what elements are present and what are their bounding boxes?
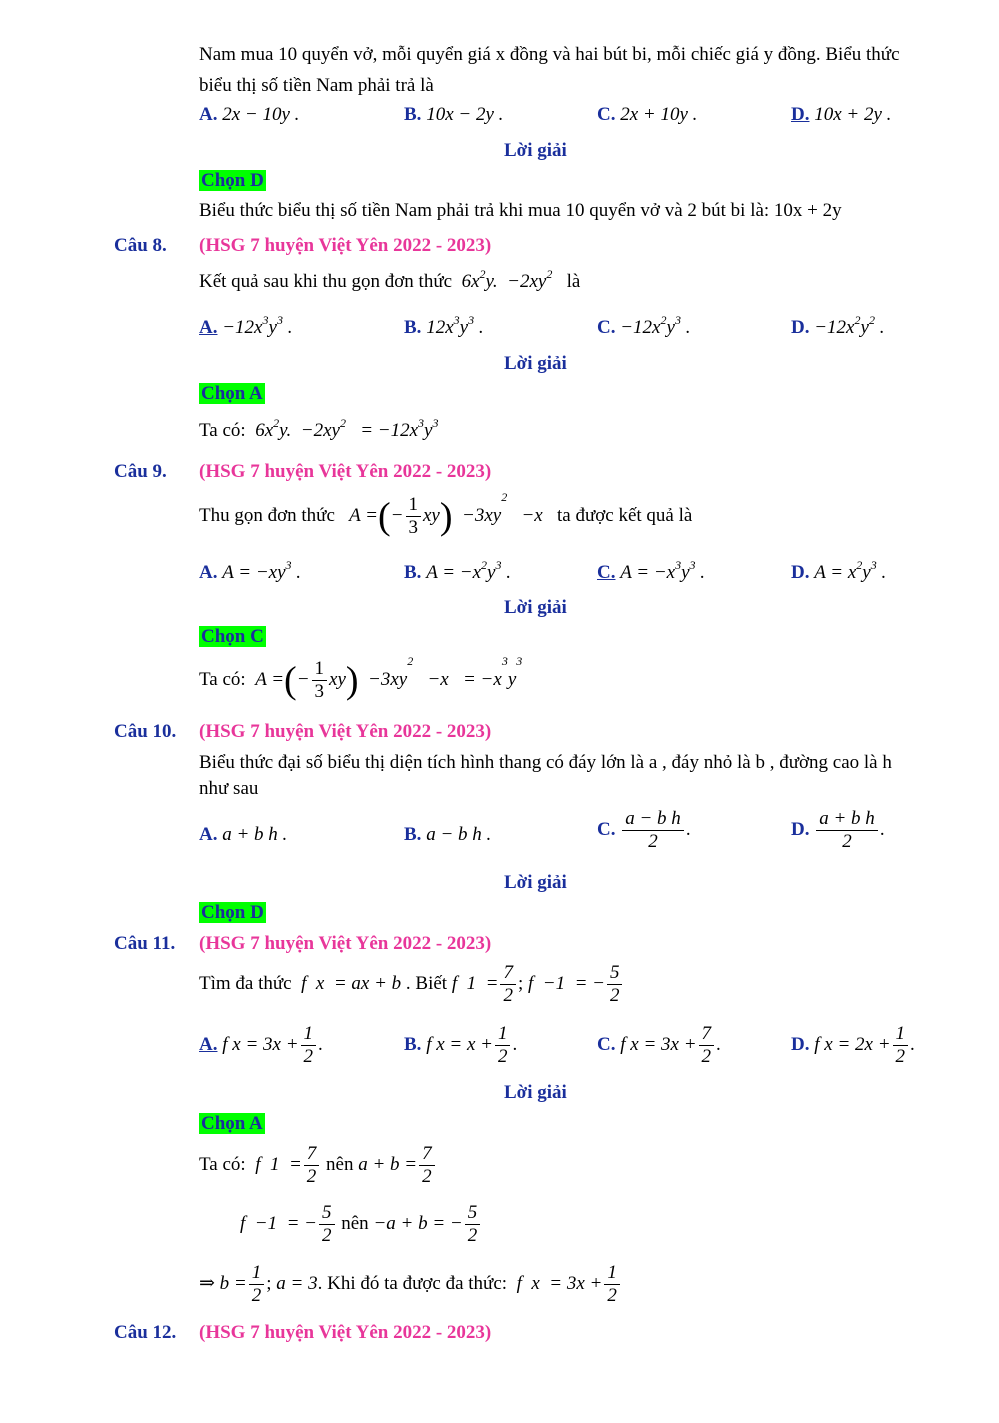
q11-loigiai: Lời giải (504, 1082, 567, 1103)
q9-solution: Ta có: A =(− $\frac{1}{3}$ $xy) -3xy^2 -x = -x^3y^3$ (199, 654, 523, 702)
intro-explanation: Biểu thức biểu thị số tiền Nam phải trả khi mua 10 quyển vở và 2 bút bi là: 10x + 2y (199, 200, 842, 221)
q12-source: (HSG 7 huyện Việt Yên 2022 - 2023) (199, 1322, 492, 1343)
q10-line-2: như sau (199, 778, 259, 799)
q9-option-b: B. $A = -x^2y^3$ . (404, 558, 511, 583)
q8-option-b: B. $12x^3y^3$ . (404, 313, 484, 338)
q9-answer: Chọn C (201, 626, 264, 647)
q11-solution-line-2: f −1 = − $\frac{5}{2}$ nên −a + b = − $\frac{5}{2}$ (240, 1202, 482, 1247)
q9-loigiai: Lời giải (504, 597, 567, 618)
q11-stem: Tìm đa thức f x = ax + b . Biết f 1 = $\frac{7}{2}$ ; f −1 = − $\frac{5}{2}$ (199, 962, 624, 1007)
intro-option-c: C. 2x + 10y . (597, 104, 698, 125)
q8-option-a: A. $-12x^3y^3$ . (199, 313, 293, 338)
q9-stem: Thu gọn đơn thức A =(− $\frac{1}{3}$ $xy) -3xy^2 -x$ ta được kết quả là (199, 490, 693, 538)
q11-source: (HSG 7 huyện Việt Yên 2022 - 2023) (199, 933, 492, 954)
q9-option-d: D. $A = x^2y^3$ . (791, 558, 887, 583)
q9-header: Câu 9. (114, 461, 167, 482)
q8-stem: Kết quả sau khi thu gọn đơn thức $6x^2y$. $-2xy^2$ là (199, 267, 581, 292)
q10-loigiai: Lời giải (504, 872, 567, 893)
q10-header: Câu 10. (114, 721, 177, 742)
q10-option-b: B. a − b h . (404, 824, 492, 845)
q10-answer: Chọn D (201, 902, 264, 923)
q11-option-a: A. f x = 3x + $\frac{1}{2}$ . (199, 1023, 323, 1067)
q10-option-d: D. $\frac{\text{a + b h}}{2}$ . (791, 808, 885, 852)
q11-solution-line-1: Ta có: f 1 = $\frac{7}{2}$ nên a + b = $\frac{7}{2}$ (199, 1143, 437, 1188)
q10-source: (HSG 7 huyện Việt Yên 2022 - 2023) (199, 721, 492, 742)
q8-loigiai: Lời giải (504, 353, 567, 374)
q8-option-d: D. $-12x^2y^2$ . (791, 313, 885, 338)
intro-option-d: D. 10x + 2y . (791, 104, 892, 125)
intro-answer: Chọn D (201, 170, 264, 191)
q12-header: Câu 12. (114, 1322, 177, 1343)
q10-option-c: C. $\frac{\text{a − b h}}{2}$ . (597, 808, 691, 852)
q8-option-c: C. $-12x^2y^3$ . (597, 313, 691, 338)
q9-source: (HSG 7 huyện Việt Yên 2022 - 2023) (199, 461, 492, 482)
intro-option-b: B. 10x − 2y . (404, 104, 504, 125)
intro-loigiai: Lời giải (504, 140, 567, 161)
q11-solution-line-3: ⇒ b = $\frac{1}{2}$ ; a = 3. Khi đó ta được đa thức: f x = 3x + $\frac{1}{2}$ (199, 1262, 622, 1307)
intro-line-1: Nam mua 10 quyển vở, mỗi quyển giá x đồng và hai bút bi, mỗi chiếc giá y đồng. Biểu thức (199, 44, 900, 65)
q9-option-c: C. $A = -x^3y^3$ . (597, 558, 706, 583)
q11-option-c: C. f x = 3x + $\frac{7}{2}$ . (597, 1023, 721, 1067)
intro-option-a: A. 2x − 10y . (199, 104, 300, 125)
q10-option-a: A. a + b h . (199, 824, 288, 845)
q11-header: Câu 11. (114, 933, 176, 954)
q11-option-d: D. f x = 2x + $\frac{1}{2}$ . (791, 1023, 915, 1067)
q8-answer: Chọn A (201, 383, 263, 404)
q10-line-1: Biểu thức đại số biểu thị diện tích hình thang có đáy lớn là a , đáy nhỏ là b , đường cao là h (199, 752, 892, 773)
q8-source: (HSG 7 huyện Việt Yên 2022 - 2023) (199, 235, 492, 256)
q11-option-b: B. f x = x + $\frac{1}{2}$ . (404, 1023, 518, 1067)
q8-solution: Ta có: $6x^2y$. $-2xy^2 = -12x^3y^3$ (199, 416, 439, 441)
intro-line-2: biểu thị số tiền Nam phải trả là (199, 75, 434, 96)
q11-answer: Chọn A (201, 1113, 263, 1134)
q8-header: Câu 8. (114, 235, 167, 256)
q9-option-a: A. $A = -xy^3$ . (199, 558, 302, 583)
